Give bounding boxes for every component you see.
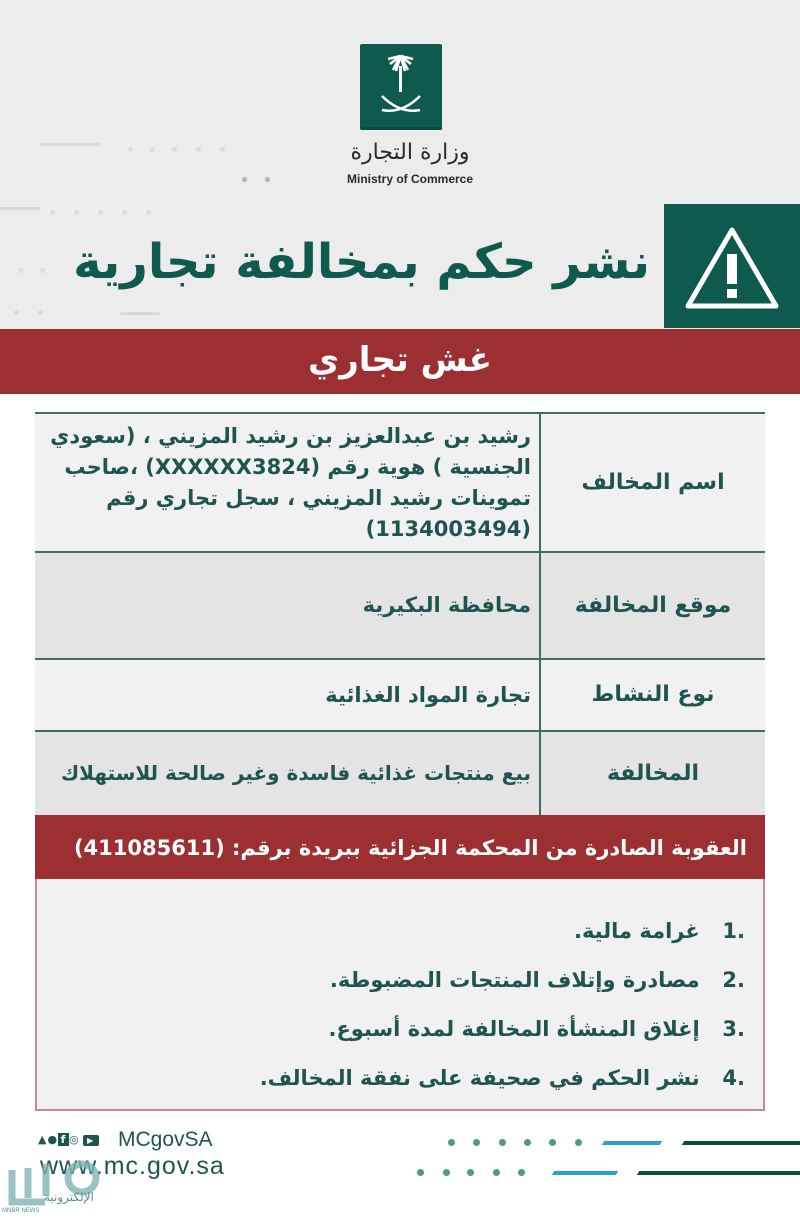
penalty-item [37, 1054, 745, 1103]
violation-details-table [35, 412, 765, 817]
row-value: بيع منتجات غذائية فاسدة وغير صالحة للاستهلاك [35, 731, 540, 816]
youtube-icon[interactable]: ▶ [83, 1135, 99, 1146]
warning-box [664, 204, 800, 328]
row-label: موقع المخالفة [540, 552, 765, 659]
item-number: 1. [722, 919, 745, 943]
penalty-item [37, 956, 745, 1005]
page-title: نشر حكم بمخالفة تجارية [73, 234, 650, 290]
table-row [35, 659, 765, 731]
org-name-english: Ministry of Commerce [346, 172, 474, 186]
social-icons [38, 1133, 99, 1146]
penalty-item [37, 1005, 745, 1054]
org-name-arabic: وزارة التجارة [350, 140, 470, 165]
row-label: المخالفة [540, 731, 765, 816]
penalty-list [37, 879, 763, 1103]
ministry-logo [360, 44, 442, 130]
item-text: غرامة مالية. [573, 919, 700, 943]
penalty-item [37, 907, 745, 956]
item-number: 2. [722, 968, 745, 992]
table-row [35, 731, 765, 816]
item-number: 3. [722, 1017, 745, 1041]
instagram-icon[interactable]: ◎ [69, 1133, 80, 1146]
item-text: نشر الحكم في صحيفة على نفقة المخالف. [259, 1066, 700, 1090]
category-banner [0, 329, 800, 394]
twitter-icon[interactable]: ▲ [38, 1133, 48, 1146]
item-text: إغلاق المنشأة المخالفة لمدة أسبوع. [328, 1017, 700, 1041]
penalty-box [35, 879, 765, 1111]
palm-swords-emblem-icon [360, 44, 442, 130]
website-link[interactable]: www.mc.gov.sa [40, 1152, 225, 1180]
watermark-text: الإلكترونية [44, 1190, 94, 1204]
row-value: محافظة البكيرية [35, 552, 540, 659]
row-label: نوع النشاط [540, 659, 765, 731]
penalty-header [35, 815, 765, 879]
snapchat-icon[interactable]: ● [47, 1133, 59, 1146]
category-title: غش تجاري [308, 340, 492, 380]
table-row [35, 552, 765, 659]
watermark-subtext: MNBR NEWS [2, 1208, 40, 1214]
facebook-icon[interactable]: f [58, 1133, 69, 1146]
table-row [35, 413, 765, 552]
penalty-heading: العقوبة الصادرة من المحكمة الجزائية ببريدة برقم: (411085611) [73, 836, 747, 860]
row-label: اسم المخالف [540, 413, 765, 552]
item-text: مصادرة وإتلاف المنتجات المضبوطة. [329, 968, 700, 992]
social-handle[interactable]: MCgovSA [118, 1128, 213, 1151]
row-value: تجارة المواد الغذائية [35, 659, 540, 731]
warning-triangle-icon [682, 224, 782, 312]
item-number: 4. [722, 1066, 745, 1090]
row-value: رشيد بن عبدالعزيز بن رشيد المزيني ، (سعودي الجنسية ) هوية رقم (XXXXXX3824) ،صاحب تموينات رشيد المزيني ، سجل تجاري رقم (1134003494) [35, 413, 540, 552]
